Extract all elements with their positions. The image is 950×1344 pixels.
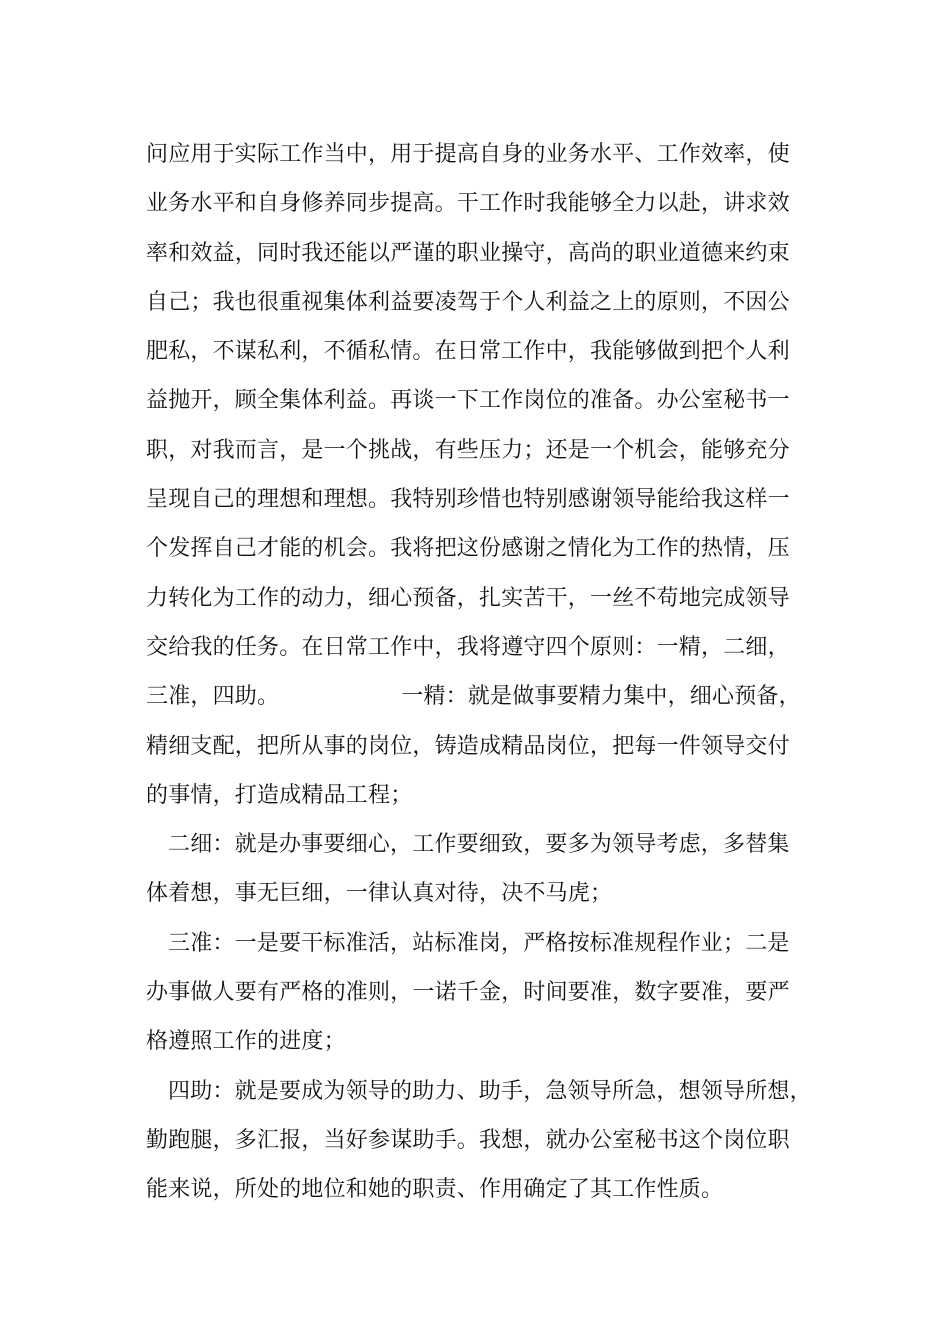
- paragraph-start-line: 二细：就是办事要细心，工作要细致，要多为领导考虑，多替集: [168, 832, 790, 858]
- text-line: 肥私，不谋私利，不循私情。在日常工作中，我能够做到把个人利: [146, 339, 790, 365]
- paragraph-start-line: 四助：就是要成为领导的助力、助手，急领导所急，想领导所想，: [168, 1078, 812, 1104]
- text-line: 格遵照工作的进度；: [146, 1029, 346, 1055]
- text-line: 力转化为工作的动力，细心预备，扎实苦干，一丝不苟地完成领导: [146, 585, 790, 611]
- text-fragment: 一精：就是做事要精力集中，细心预备，: [401, 684, 801, 710]
- body-text: [146, 130, 846, 1215]
- text-line-split: [146, 672, 846, 721]
- text-line: 职，对我而言，是一个挑战，有些压力；还是一个机会，能够充分: [146, 437, 790, 463]
- text-line: 业务水平和自身修养同步提高。干工作时我能够全力以赴，讲求效: [146, 191, 790, 217]
- text-line: 呈现自己的理想和理想。我特别珍惜也特别感谢领导能给我这样一: [146, 487, 790, 513]
- text-line: 体着想，事无巨细，一律认真对待，决不马虎；: [146, 881, 613, 907]
- text-line: 问应用于实际工作当中，用于提高自身的业务水平、工作效率，使: [146, 142, 790, 167]
- text-line: 个发挥自己才能的机会。我将把这份感谢之情化为工作的热情，压: [146, 536, 790, 562]
- text-line: 勤跑腿，多汇报，当好参谋助手。我想，就办公室秘书这个岗位职: [146, 1127, 790, 1153]
- text-line: 交给我的任务。在日常工作中，我将遵守四个原则：一精，二细，: [146, 634, 790, 660]
- text-fragment: 三准，四助。: [146, 684, 280, 710]
- text-line: 办事做人要有严格的准则，一诺千金，时间要准，数字要准，要严: [146, 980, 790, 1006]
- text-line: 率和效益，同时我还能以严谨的职业操守，高尚的职业道德来约束: [146, 240, 790, 266]
- paragraph-start-line: 三准：一是要干标准活，站标准岗，严格按标准规程作业；二是: [168, 930, 790, 956]
- text-line: 精细支配，把所从事的岗位，铸造成精品岗位，把每一件领导交付: [146, 733, 790, 759]
- text-line: 的事情，打造成精品工程；: [146, 782, 413, 808]
- text-line: 能来说，所处的地位和她的职责、作用确定了其工作性质。: [146, 1177, 724, 1203]
- text-line: 益抛开，顾全集体利益。再谈一下工作岗位的准备。办公室秘书一: [146, 388, 790, 414]
- text-line: 自己；我也很重视集体利益要凌驾于个人利益之上的原则，不因公: [146, 289, 790, 315]
